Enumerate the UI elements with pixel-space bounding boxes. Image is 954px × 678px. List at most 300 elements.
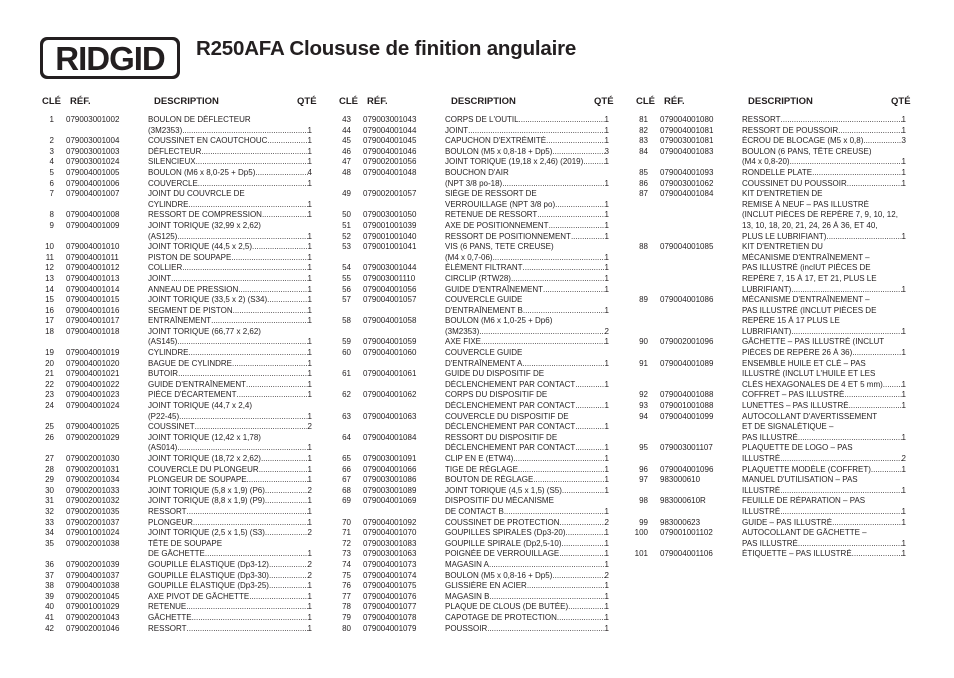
description-line (742, 327, 906, 338)
part-description (148, 454, 312, 465)
description-text: LUBRIFIANT) (742, 284, 792, 294)
part-key: 20 (45, 358, 54, 368)
description-text: CORPS DU DISPOSITIF DE (445, 390, 548, 400)
dot-leader (533, 475, 604, 486)
description-text: BOULON (6 PANS, TÊTE CREUSE) (742, 146, 872, 156)
part-description (148, 624, 312, 635)
part-key: 82 (639, 125, 648, 135)
description-text: REPÈRE 15 À 17 PLUS LE (742, 316, 840, 326)
part-description (445, 571, 609, 582)
description-line (148, 210, 312, 221)
part-quantity: 1 (604, 443, 609, 453)
part-quantity: 1 (604, 485, 609, 495)
description-line (742, 337, 906, 348)
dot-leader (481, 337, 605, 348)
description-text: TÊTE DE SOUPAPE (148, 538, 223, 548)
part-key: 78 (342, 602, 351, 612)
part-key: 58 (342, 316, 351, 326)
part-reference: 079004001080 (660, 115, 714, 124)
part-description (148, 486, 312, 497)
description-text: (AS125) (148, 231, 178, 241)
description-text: COUSSINET (148, 422, 195, 432)
part-description (148, 242, 312, 253)
part-description (742, 337, 906, 358)
part-row (36, 454, 316, 465)
part-description (148, 581, 312, 592)
dot-leader (187, 507, 308, 518)
part-row (36, 518, 316, 529)
dot-leader (791, 285, 901, 296)
description-line (742, 465, 906, 476)
description-line (742, 486, 906, 497)
part-key: 3 (49, 146, 54, 156)
description-line (445, 274, 609, 285)
description-text: AXE FIXE (445, 337, 482, 347)
description-line (148, 539, 312, 550)
part-quantity: 1 (307, 295, 312, 305)
dot-leader (559, 549, 604, 560)
dot-leader (249, 592, 307, 603)
description-line (445, 210, 609, 221)
dot-leader (780, 454, 901, 465)
part-key: 47 (342, 157, 351, 167)
description-text: ENSEMBLE HUILE ET CLÉ – PAS (742, 358, 866, 368)
part-quantity: 1 (307, 337, 312, 347)
part-reference: 983000623 (660, 517, 701, 527)
part-description (445, 189, 609, 210)
part-reference: 079002001037 (66, 517, 120, 527)
part-quantity: 2 (307, 485, 312, 495)
description-line (148, 624, 312, 635)
part-description (445, 274, 609, 285)
parts-column-2 (333, 96, 613, 634)
part-row (333, 560, 613, 571)
description-text: MAGASIN B (445, 591, 490, 601)
description-text: GUIDE D'ENTRAÎNEMENT (148, 379, 246, 389)
part-description (742, 401, 906, 412)
part-quantity: 1 (604, 252, 609, 262)
description-text: JOINT (148, 273, 172, 283)
part-key: 1 (49, 115, 54, 124)
part-description (742, 168, 906, 179)
part-row (333, 168, 613, 189)
part-key: 26 (45, 432, 54, 442)
column-header (630, 96, 910, 109)
description-line (742, 136, 906, 147)
part-quantity: 1 (307, 125, 312, 135)
part-description (148, 316, 312, 327)
description-line (742, 157, 906, 168)
dot-leader (583, 157, 604, 168)
description-line (445, 496, 609, 507)
description-line (148, 465, 312, 476)
part-quantity: 1 (901, 464, 906, 474)
part-quantity: 2 (307, 528, 312, 538)
part-key: 70 (342, 517, 351, 527)
dot-leader (205, 549, 308, 560)
description-text: ÉLÉMENT FILTRANT (445, 263, 523, 273)
part-key: 85 (639, 167, 648, 177)
part-reference: 079003001004 (66, 136, 120, 146)
dot-leader (852, 348, 901, 359)
dot-leader (527, 581, 605, 592)
part-description (742, 359, 906, 391)
description-line (742, 263, 906, 274)
part-quantity: 1 (307, 146, 312, 156)
description-line (148, 496, 312, 507)
description-line (742, 443, 906, 454)
part-quantity: 1 (604, 401, 609, 411)
description-text: BOULON (M6 x 8,0-25 + Dp5) (148, 167, 256, 177)
description-text: BUTOIR (148, 369, 179, 379)
dot-leader (187, 624, 308, 635)
part-row (333, 592, 613, 603)
description-line (148, 337, 312, 348)
part-reference: 079001001102 (660, 528, 713, 538)
part-quantity: 1 (307, 623, 312, 633)
description-text: PIÈCES DE REPÈRE 26 À 36) (742, 348, 853, 358)
part-description (148, 147, 312, 158)
part-row (630, 295, 910, 337)
part-description (445, 486, 609, 497)
dot-leader (261, 454, 308, 465)
part-description (742, 412, 906, 444)
part-description (148, 115, 312, 136)
description-text: JOINT TORIQUE (44,7 x 2,4) (148, 401, 253, 411)
description-text: JOINT TORIQUE (66,77 x 2,62) (148, 326, 261, 336)
part-quantity: 1 (901, 538, 906, 548)
part-key: 51 (342, 220, 351, 230)
part-row (333, 571, 613, 582)
part-quantity: 1 (604, 231, 609, 241)
dot-leader (791, 327, 901, 338)
description-text: ILLUSTRÉ (742, 485, 781, 495)
header-ref: RÉF. (367, 96, 388, 107)
description-line (742, 390, 906, 401)
part-reference: 079003001107 (660, 443, 713, 453)
part-description (742, 496, 906, 517)
description-text: DE CONTACT B (445, 506, 504, 516)
description-line (742, 242, 906, 253)
description-text: JOINT TORIQUE (12,42 x 1,78) (148, 432, 261, 442)
description-text: RONDELLE PLATE (742, 167, 813, 177)
part-key: 39 (45, 591, 54, 601)
part-row (333, 454, 613, 465)
part-reference: 079001001040 (363, 231, 417, 241)
dot-leader (196, 157, 308, 168)
part-key: 9 (49, 220, 54, 230)
part-reference: 079002001057 (363, 189, 417, 199)
part-row (36, 433, 316, 454)
column-header (36, 96, 316, 109)
description-text: GOUPILLES SPIRALES (Dp3-20) (445, 528, 566, 538)
part-key: 4 (49, 157, 54, 167)
part-reference: 079004001019 (66, 348, 120, 358)
part-quantity: 1 (307, 252, 312, 262)
part-key: 34 (45, 528, 54, 538)
part-reference: 079002001046 (66, 623, 120, 633)
part-reference: 079003001050 (363, 210, 417, 220)
part-row (36, 285, 316, 296)
description-text: GÂCHETTE (148, 612, 192, 622)
dot-leader (522, 359, 604, 370)
part-key: 7 (49, 189, 54, 199)
part-description (148, 136, 312, 147)
part-reference: 079004001011 (66, 252, 119, 262)
description-line (742, 422, 906, 433)
part-reference: 079004001014 (66, 284, 120, 294)
part-key: 19 (45, 348, 54, 358)
part-description (148, 380, 312, 391)
description-line (742, 518, 906, 529)
description-text: PIÈCE D'ÉCARTEMENT (148, 390, 237, 400)
part-key: 10 (45, 242, 54, 252)
part-description (445, 496, 609, 517)
dot-leader (552, 571, 604, 582)
description-text: LUBRIFIANT) (742, 326, 792, 336)
ridgid-logo (40, 37, 180, 79)
part-description (445, 539, 609, 550)
part-row (333, 433, 613, 454)
part-reference: 079004001079 (363, 623, 417, 633)
header-description: DESCRIPTION (451, 96, 516, 107)
part-reference: 079004001059 (363, 337, 417, 347)
part-key: 60 (342, 348, 351, 358)
description-text: PAS ILLUSTRÉ (742, 538, 798, 548)
description-text: COUSSINET EN CAOUTCHOUC (148, 136, 268, 146)
description-text: DE GÂCHETTE (148, 549, 205, 559)
description-text: CYLINDRE (148, 348, 189, 358)
part-row (333, 624, 613, 635)
dot-leader (269, 560, 308, 571)
part-reference: 079004001017 (66, 316, 120, 326)
part-quantity: 1 (901, 284, 906, 294)
part-quantity: 2 (307, 570, 312, 580)
description-text: MAGASIN A (445, 559, 490, 569)
part-reference: 079004001012 (66, 263, 120, 273)
description-text: PAS ILLUSTRÉ (INCLUT PIÈCES DE (742, 305, 877, 315)
part-row (333, 295, 613, 316)
description-line (445, 253, 609, 264)
part-quantity: 1 (604, 210, 609, 220)
dot-leader (838, 126, 901, 137)
description-line (445, 179, 609, 190)
part-row (36, 221, 316, 242)
part-row (36, 359, 316, 370)
description-line (445, 157, 609, 168)
part-quantity: 1 (604, 178, 609, 188)
part-reference: 079002001033 (66, 485, 120, 495)
description-text: ET DE SIGNALÉTIQUE – (742, 422, 834, 432)
description-line (148, 380, 312, 391)
part-reference: 079004001024 (66, 401, 120, 411)
part-reference: 079004001084 (660, 189, 714, 199)
part-reference: 079004001013 (66, 273, 120, 283)
part-reference: 079002001031 (66, 464, 120, 474)
description-line (445, 200, 609, 211)
part-description (742, 528, 906, 549)
part-description (445, 157, 609, 168)
part-reference: 079004001062 (363, 390, 417, 400)
parts-list (333, 115, 613, 634)
part-row (630, 115, 910, 126)
dot-leader (267, 295, 307, 306)
description-line (148, 242, 312, 253)
part-description (445, 433, 609, 454)
part-reference: 079003001089 (363, 485, 417, 495)
dot-leader (269, 571, 308, 582)
part-key: 44 (342, 125, 351, 135)
description-line (148, 592, 312, 603)
part-quantity: 2 (604, 326, 609, 336)
dot-leader (259, 465, 308, 476)
dot-leader (557, 613, 605, 624)
dot-leader (798, 433, 902, 444)
description-text: ILLUSTRÉ (INCLUT L'HUILE ET LES (742, 369, 876, 379)
description-text: JOINT DU COUVRCLE DE (148, 189, 245, 199)
description-text: JOINT TORIQUE (4,5 x 1,5) (S5) (445, 485, 562, 495)
part-key: 17 (45, 316, 54, 326)
dot-leader (575, 422, 604, 433)
dot-leader (265, 486, 308, 497)
dot-leader (826, 232, 901, 243)
part-reference: 079003001044 (363, 263, 417, 273)
description-line (742, 210, 906, 221)
part-row (36, 210, 316, 221)
part-row (36, 316, 316, 327)
part-row (36, 157, 316, 168)
part-key: 40 (45, 602, 54, 612)
part-key: 94 (639, 411, 648, 421)
part-description (445, 528, 609, 539)
part-key: 28 (45, 464, 54, 474)
header-ref: RÉF. (70, 96, 91, 107)
description-line (445, 454, 609, 465)
part-key: 87 (639, 189, 648, 199)
part-description (148, 518, 312, 529)
part-row (333, 316, 613, 337)
part-row (36, 571, 316, 582)
part-description (445, 465, 609, 476)
part-description (445, 136, 609, 147)
description-text: SEGMENT DE PISTON (148, 305, 233, 315)
description-line (742, 189, 906, 200)
part-key: 93 (639, 401, 648, 411)
part-description (742, 242, 906, 295)
description-line (445, 126, 609, 137)
description-text: ÉTIQUETTE – PAS ILLUSTRÉ (742, 549, 852, 559)
part-description (445, 518, 609, 529)
header-key: CLÉ (42, 96, 61, 107)
part-quantity: 1 (901, 432, 906, 442)
part-description (148, 613, 312, 624)
part-key: 101 (634, 549, 648, 559)
description-text: RESSORT DE POSITIONNEMENT (445, 231, 571, 241)
part-key: 52 (342, 231, 351, 241)
parts-list (630, 115, 910, 560)
dot-leader (182, 126, 307, 137)
description-text: (3M2353) (148, 125, 183, 135)
description-line (445, 337, 609, 348)
description-line (148, 475, 312, 486)
description-line (445, 624, 609, 635)
part-reference: 079004001074 (363, 570, 417, 580)
description-text: SIÈGE DE RESSORT DE (445, 189, 537, 199)
part-row (630, 337, 910, 358)
part-quantity: 1 (604, 115, 609, 124)
part-key: 90 (639, 337, 648, 347)
part-row (36, 475, 316, 486)
part-key: 83 (639, 136, 648, 146)
part-reference: 079004001066 (363, 464, 417, 474)
parts-list (36, 115, 316, 634)
part-row (36, 348, 316, 359)
dot-leader (489, 592, 604, 603)
dot-leader (798, 539, 902, 550)
part-reference: 079003001086 (363, 475, 417, 485)
description-line (148, 433, 312, 444)
description-text: CLÉS HEXAGONALES DE 4 ET 5 mm) (742, 379, 883, 389)
part-reference: 079003001083 (363, 538, 417, 548)
part-quantity: 1 (604, 263, 609, 273)
part-row (36, 327, 316, 348)
part-row (36, 380, 316, 391)
part-quantity: 3 (604, 146, 609, 156)
description-line (148, 306, 312, 317)
part-reference: 079002001029 (66, 432, 120, 442)
part-reference: 079004001008 (66, 210, 120, 220)
part-reference: 079004001057 (363, 295, 417, 305)
description-line (445, 380, 609, 391)
part-reference: 079002001034 (66, 475, 120, 485)
description-line (148, 316, 312, 327)
part-quantity: 1 (307, 443, 312, 453)
dot-leader (178, 369, 307, 380)
part-quantity: 1 (307, 199, 312, 209)
description-text: ENTRAÎNEMENT (148, 316, 212, 326)
part-description (742, 115, 906, 126)
description-text: CIRCLIP (RTW28) (445, 273, 511, 283)
description-line (445, 221, 609, 232)
description-line (445, 369, 609, 380)
part-key: 30 (45, 485, 54, 495)
part-reference: 983000610 (660, 475, 701, 485)
part-row (630, 189, 910, 242)
part-row (36, 507, 316, 518)
part-quantity: 1 (307, 612, 312, 622)
description-line (742, 496, 906, 507)
part-row (36, 528, 316, 539)
description-line (445, 401, 609, 412)
part-key: 96 (639, 464, 648, 474)
description-line (148, 327, 312, 338)
part-reference: 079004001096 (660, 464, 714, 474)
description-text: DÉCLENCHEMENT PAR CONTACT (445, 379, 576, 389)
description-line (148, 412, 312, 423)
part-reference: 079002001096 (660, 337, 714, 347)
part-reference: 079004001045 (363, 136, 417, 146)
part-description (148, 422, 312, 433)
part-row (630, 179, 910, 190)
part-reference: 079002001035 (66, 506, 120, 516)
part-quantity: 1 (307, 602, 312, 612)
description-text: VIS (6 PANS, TETE CREUSE) (445, 242, 554, 252)
part-description (445, 316, 609, 337)
dot-leader (518, 465, 605, 476)
description-line (742, 507, 906, 518)
description-line (445, 327, 609, 338)
part-description (148, 539, 312, 560)
